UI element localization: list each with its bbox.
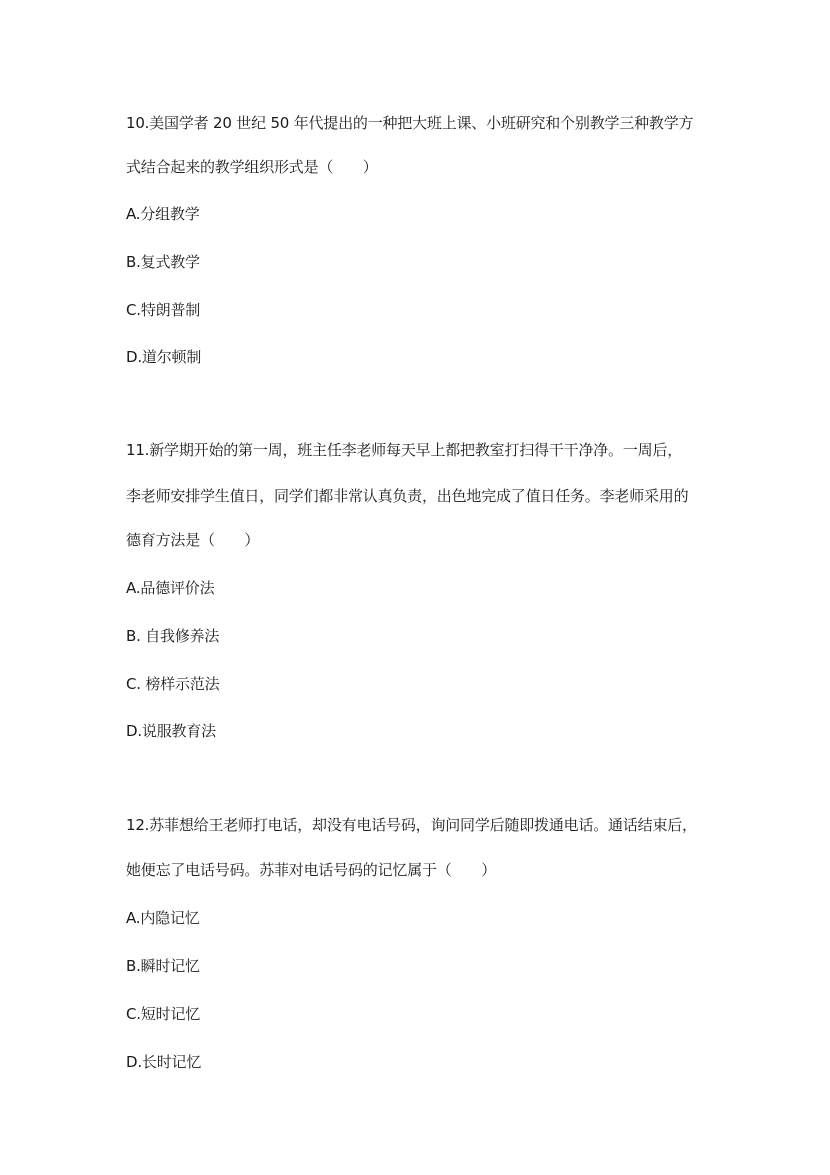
option-c: C.短时记忆 [126,1005,201,1023]
option-a: A.内隐记忆 [126,909,200,927]
option-d: D.说服教育法 [126,722,216,740]
question-stem-line: 德育方法是（ ） [126,531,260,549]
option-d: D.道尔顿制 [126,348,202,366]
question-stem-line: 12.苏菲想给王老师打电话，却没有电话号码，询问同学后随即拨通电话。通话结束后， [126,816,697,834]
option-b: B.复式教学 [126,253,200,271]
option-a: A.分组教学 [126,205,200,223]
option-b: B. 自我修养法 [126,627,220,645]
option-a: A.品德评价法 [126,579,215,597]
question-stem-line: 11.新学期开始的第一周，班主任李老师每天早上都把教室打扫得干干净净。一周后， [126,441,683,459]
option-c: C.特朗普制 [126,301,201,319]
option-c: C. 榜样示范法 [126,675,220,693]
question-stem-line: 李老师安排学生值日，同学们都非常认真负责，出色地完成了值日任务。李老师采用的 [126,487,689,505]
question-stem-line: 她便忘了电话号码。苏菲对电话号码的记忆属于（ ） [126,861,497,879]
option-b: B.瞬时记忆 [126,957,200,975]
question-stem-line: 10.美国学者 20 世纪 50 年代提出的一种把大班上课、小班研究和个别教学三种教学方 [126,114,694,132]
question-stem-line: 式结合起来的教学组织形式是（ ） [126,158,378,176]
option-d: D.长时记忆 [126,1053,202,1071]
